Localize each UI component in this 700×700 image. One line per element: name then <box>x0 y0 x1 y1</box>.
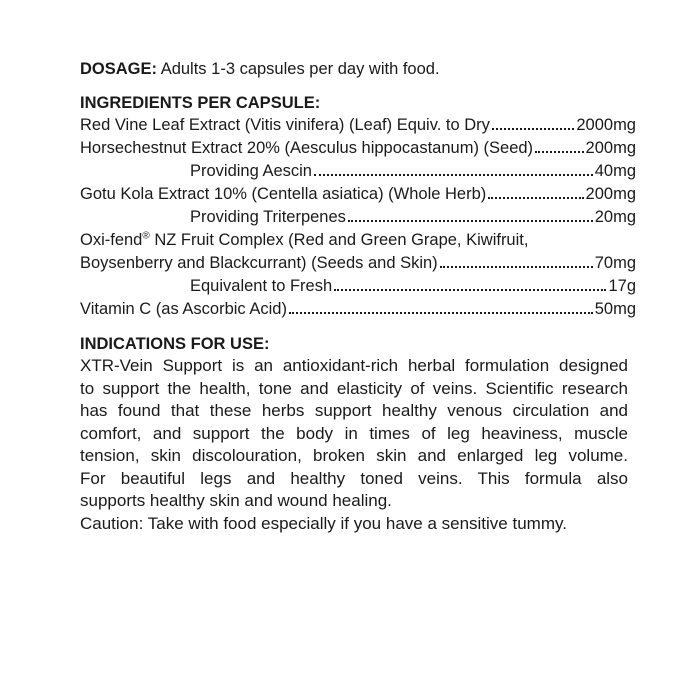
ingredient-amount: 17g <box>608 277 636 295</box>
ingredient-row <box>80 252 636 275</box>
dot-leader <box>334 289 606 291</box>
ingredient-amount: 200mg <box>585 185 636 203</box>
paragraph-line: For beautiful legs and healthy toned veins. This formula also <box>80 468 628 488</box>
ingredient-row <box>80 275 636 298</box>
paragraph-line: to support the health, tone and elasticity of veins. Scientific research <box>80 378 628 398</box>
ingredient-row <box>80 206 636 229</box>
ingredient-amount: 2000mg <box>576 116 636 134</box>
ingredient-name: Vitamin C (as Ascorbic Acid) <box>80 300 287 318</box>
dosage-label: DOSAGE: <box>80 60 158 78</box>
registered-mark: ® <box>142 230 150 242</box>
paragraph-line: has found that these herbs support healthy venous circulation and <box>80 401 628 420</box>
dosage-line <box>80 58 640 80</box>
ingredient-amount: 200mg <box>585 139 636 157</box>
ingredient-name: Red Vine Leaf Extract (Vitis vinifera) (Leaf) Equiv. to Dry <box>80 116 490 134</box>
paragraph-line: XTR-Vein Support is an antioxidant-rich herbal formulation designed <box>80 356 628 375</box>
ingredient-name-continued: NZ Fruit Complex (Red and Green Grape, Kiwifruit, <box>149 231 529 249</box>
ingredient-row <box>80 183 636 206</box>
ingredient-name: Oxi-fend <box>80 231 143 249</box>
paragraph-line: supports healthy skin and wound healing. <box>80 491 392 510</box>
paragraph-line: tension, skin discolouration, broken skin and enlarged leg volume. <box>80 446 628 465</box>
dot-leader <box>488 197 583 199</box>
paragraph-line: comfort, and support the body in times of leg heaviness, muscle <box>80 423 628 443</box>
dot-leader <box>314 174 593 176</box>
ingredient-amount: 50mg <box>594 300 636 318</box>
supplement-label <box>80 58 640 535</box>
ingredient-row <box>80 160 636 183</box>
dot-leader <box>492 128 574 130</box>
caution-text: Caution: Take with food especially if you have a sensitive tummy. <box>80 513 567 533</box>
ingredient-row <box>80 137 636 160</box>
dot-leader <box>348 220 593 222</box>
ingredient-row <box>80 229 640 252</box>
ingredient-row <box>80 298 636 321</box>
ingredient-name: Equivalent to Fresh <box>190 277 333 295</box>
ingredients-heading: INGREDIENTS PER CAPSULE: <box>80 94 321 112</box>
ingredient-name: Providing Aescin <box>190 162 312 180</box>
ingredient-row <box>80 114 636 137</box>
ingredient-name: Boysenberry and Blackcurrant) (Seeds and Skin) <box>80 254 438 272</box>
ingredients-list <box>80 114 640 321</box>
ingredient-amount: 70mg <box>594 254 636 272</box>
ingredient-name: Gotu Kola Extract 10% (Centella asiatica) (Whole Herb) <box>80 185 487 203</box>
ingredient-name: Providing Triterpenes <box>190 208 346 226</box>
ingredient-amount: 40mg <box>594 162 636 180</box>
indications-heading: INDICATIONS FOR USE: <box>80 335 270 353</box>
ingredient-name: Horsechestnut Extract 20% (Aesculus hippocastanum) (Seed) <box>80 139 534 157</box>
ingredient-amount: 20mg <box>594 208 636 226</box>
dot-leader <box>289 312 593 314</box>
dot-leader <box>535 151 583 153</box>
indications-paragraph <box>80 355 628 513</box>
dosage-text: Adults 1-3 capsules per day with food. <box>160 60 440 78</box>
dot-leader <box>440 266 593 268</box>
